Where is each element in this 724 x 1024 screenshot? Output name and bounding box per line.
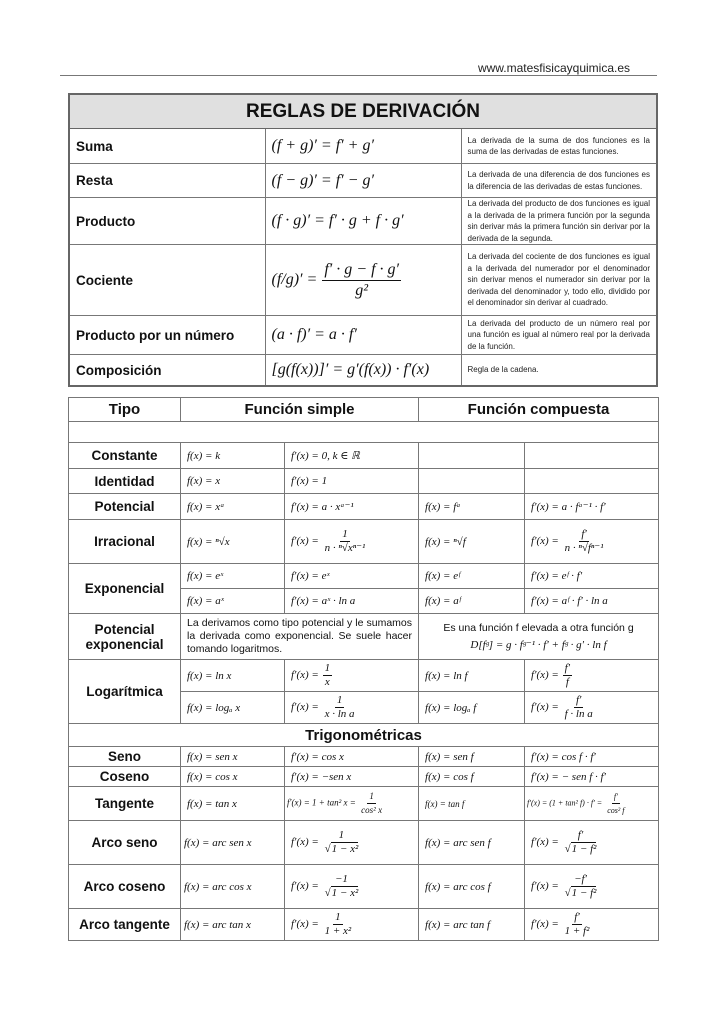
formula-lhs: f′(x) = — [531, 669, 559, 682]
rule-formula: (f − g)′ = f′ − g′ — [265, 164, 461, 198]
rules-table — [68, 93, 658, 387]
formula-lhs: f′(x) = — [291, 669, 319, 682]
composite-function: f(x) = tan f — [419, 787, 525, 821]
fraction-numerator: f′ — [581, 528, 587, 540]
fraction-numerator: −f′ — [574, 873, 587, 885]
sqrt-radicand: 1 − f² — [571, 843, 597, 855]
simple-derivative: f′(x) = aˣ · ln a — [285, 589, 419, 614]
rule-row-producto-numero — [69, 316, 657, 355]
simple-derivative — [285, 909, 419, 941]
row-seno — [69, 747, 659, 767]
composite-function: f(x) = ⁿ√f — [419, 520, 525, 564]
row-logaritmica-ln — [69, 660, 659, 692]
rule-row-composicion — [69, 355, 657, 387]
rule-formula: (f + g)′ = f′ + g′ — [265, 129, 461, 164]
formula-lhs: f′(x) = — [531, 918, 559, 931]
fraction-denominator: n · ⁿ√fⁿ⁻¹ — [564, 542, 604, 554]
row-identidad — [69, 469, 659, 494]
rule-name: Resta — [69, 164, 265, 198]
composite-function: f(x) = arc tan f — [419, 909, 525, 941]
fraction-numerator: −1 — [334, 873, 348, 885]
composite-derivative: f′(x) = − sen f · f′ — [525, 767, 659, 787]
fraction-denominator: √1 − x² — [324, 887, 359, 899]
formula-lhs: f′(x) = — [531, 535, 559, 548]
fraction-denominator: 1 + f² — [564, 925, 590, 937]
row-trig-section — [69, 724, 659, 747]
composite-derivative — [525, 821, 659, 865]
formula-lhs: f′(x) = — [531, 836, 559, 849]
composite-function: f(x) = sen f — [419, 747, 525, 767]
formula-lhs: f′(x) = — [291, 880, 319, 893]
tipo-label: Potencial exponencial — [69, 614, 181, 660]
tipo-label: Exponencial — [69, 564, 181, 614]
fraction-numerator: f′ — [577, 829, 584, 841]
simple-function: f(x) = aˣ — [181, 589, 285, 614]
formula-lhs: f′(x) = (1 + tan² f) · f′ = — [527, 798, 603, 808]
fraction-denominator: n · ⁿ√xⁿ⁻¹ — [324, 542, 366, 554]
tipo-label: Coseno — [69, 767, 181, 787]
simple-function: f(x) = logₐ x — [181, 692, 285, 724]
composite-function: f(x) = fᵃ — [419, 494, 525, 520]
composite-function: f(x) = logₐ f — [419, 692, 525, 724]
composite-note: Es una función f elevada a otra función g — [443, 622, 634, 634]
derivatives-table — [68, 397, 659, 941]
simple-function: f(x) = arc sen x — [181, 821, 285, 865]
simple-function: f(x) = ⁿ√x — [181, 520, 285, 564]
composite-function: f(x) = ln f — [419, 660, 525, 692]
section-title-trigonometricas: Trigonométricas — [69, 724, 659, 747]
simple-function: f(x) = arc tan x — [181, 909, 285, 941]
tipo-label: Arco seno — [69, 821, 181, 865]
simple-derivative — [285, 692, 419, 724]
composite-function — [419, 443, 525, 469]
fraction-denominator: x · ln a — [324, 708, 355, 720]
composite-function: f(x) = arc sen f — [419, 821, 525, 865]
rule-formula — [265, 245, 461, 316]
fraction-numerator: 1 — [342, 528, 348, 540]
rule-formula: [g(f(x))]′ = g′(f(x)) · f′(x) — [265, 355, 461, 387]
simple-derivative — [285, 865, 419, 909]
rule-description: La derivada del producto de un número real por una función es igual al número real por la derivada de la función. — [461, 316, 657, 355]
composite-derivative — [525, 865, 659, 909]
tipo-label: Irracional — [69, 520, 181, 564]
composite-derivative — [525, 692, 659, 724]
formula-lhs: f′(x) = — [291, 918, 319, 931]
fraction-denominator: x — [324, 676, 330, 688]
rule-description: La derivada de una diferencia de dos funciones es la diferencia de las derivadas de estas funciones. — [461, 164, 657, 198]
simple-function: f(x) = x — [181, 469, 285, 494]
rule-row-cociente — [69, 245, 657, 316]
composite-function — [419, 469, 525, 494]
fraction-numerator: f′ — [564, 662, 571, 674]
rule-name: Producto por un número — [69, 316, 265, 355]
website-url: www.matesfisicayquimica.es — [477, 61, 630, 75]
fraction-numerator: 1 — [336, 694, 343, 706]
composite-derivative: f′(x) = eᶠ · f′ — [525, 564, 659, 589]
row-irracional — [69, 520, 659, 564]
composite-formula: D[fᵍ] = g · fᵍ⁻¹ · f′ + fᵍ · g′ · ln f — [470, 639, 607, 651]
simple-derivative: f′(x) = −sen x — [285, 767, 419, 787]
fraction — [323, 911, 354, 938]
simple-note: La derivamos como tipo potencial y le sumamos la derivada como exponencial. Se suele hacer tomando logaritmos. — [181, 614, 419, 660]
tipo-label: Constante — [69, 443, 181, 469]
composite-derivative — [525, 660, 659, 692]
fraction-numerator: 1 — [324, 662, 331, 674]
sqrt-radicand: 1 − x² — [331, 843, 359, 855]
fraction — [323, 829, 361, 856]
composite-function: f(x) = arc cos f — [419, 865, 525, 909]
row-constante — [69, 443, 659, 469]
fraction-denominator: cos² f — [607, 806, 625, 815]
simple-function: f(x) = tan x — [181, 787, 285, 821]
rule-description: La derivada de la suma de dos funciones es la suma de las derivadas de estas funciones. — [461, 129, 657, 164]
simple-derivative — [285, 660, 419, 692]
composite-function: f(x) = eᶠ — [419, 564, 525, 589]
simple-derivative: f′(x) = 1 — [285, 469, 419, 494]
simple-function: f(x) = cos x — [181, 767, 285, 787]
formula-lhs: (f/g)′ = — [271, 270, 318, 288]
rule-name: Suma — [69, 129, 265, 164]
fraction-numerator: f′ — [575, 694, 582, 706]
rule-row-resta — [69, 164, 657, 198]
rules-table-title: REGLAS DE DERIVACIÓN — [69, 94, 657, 129]
rule-description: La derivada del cociente de dos funciones es igual a la derivada del numerador por el denominador sin derivar menos el numerador sin derivar por la derivada del denominador y, todo ello, dividido por el denominador sin derivar al cuadrado. — [461, 245, 657, 316]
empty-cell — [69, 422, 659, 443]
row-arco-seno — [69, 821, 659, 865]
tipo-label: Tangente — [69, 787, 181, 821]
fraction — [563, 829, 599, 856]
tipo-label: Arco coseno — [69, 865, 181, 909]
rule-formula: (a · f)′ = a · f′ — [265, 316, 461, 355]
fraction-numerator: f′ — [612, 790, 620, 804]
formula-lhs: f′(x) = — [291, 836, 319, 849]
rule-formula: (f · g)′ = f′ · g + f · g′ — [265, 198, 461, 245]
tipo-label: Logarítmica — [69, 660, 181, 724]
fraction-numerator: 1 — [335, 911, 341, 923]
formula-lhs: f′(x) = 1 + tan² x = — [287, 797, 356, 808]
rule-name: Composición — [69, 355, 265, 387]
simple-derivative — [285, 787, 419, 821]
simple-derivative: f′(x) = cos x — [285, 747, 419, 767]
fraction — [563, 528, 606, 555]
formula-lhs: f′(x) = — [291, 701, 319, 714]
fraction — [563, 694, 595, 721]
tipo-label: Arco tangente — [69, 909, 181, 941]
fraction — [323, 873, 361, 900]
simple-function: f(x) = sen x — [181, 747, 285, 767]
rule-description: Regla de la cadena. — [461, 355, 657, 387]
composite-derivative: f′(x) = a · fᵃ⁻¹ · f′ — [525, 494, 659, 520]
spacer-row — [69, 422, 659, 443]
fraction — [322, 260, 401, 301]
simple-derivative: f′(x) = 0, k ∈ ℝ — [285, 443, 419, 469]
row-potencial-exponencial — [69, 614, 659, 660]
fraction — [605, 790, 626, 817]
rule-name: Cociente — [69, 245, 265, 316]
simple-function: f(x) = k — [181, 443, 285, 469]
header-tipo: Tipo — [69, 398, 181, 422]
composite-function: f(x) = cos f — [419, 767, 525, 787]
simple-function: f(x) = xᵃ — [181, 494, 285, 520]
row-arco-tangente — [69, 909, 659, 941]
composite-function: f(x) = aᶠ — [419, 589, 525, 614]
formula-lhs: f′(x) = — [531, 880, 559, 893]
fraction-denominator: g² — [355, 281, 369, 299]
fraction — [563, 873, 599, 900]
fraction — [359, 790, 384, 817]
tipo-label: Seno — [69, 747, 181, 767]
simple-function: f(x) = arc cos x — [181, 865, 285, 909]
fraction — [323, 528, 368, 555]
fraction — [563, 911, 592, 938]
composite-derivative: f′(x) = aᶠ · f′ · ln a — [525, 589, 659, 614]
rule-name: Producto — [69, 198, 265, 245]
fraction-denominator: √1 − f² — [564, 843, 597, 855]
tipo-label: Identidad — [69, 469, 181, 494]
composite-derivative — [525, 909, 659, 941]
simple-derivative: f′(x) = eˣ — [285, 564, 419, 589]
simple-derivative: f′(x) = a · xᵃ⁻¹ — [285, 494, 419, 520]
sqrt-radicand: 1 − f² — [571, 887, 597, 899]
fraction — [323, 694, 357, 721]
fraction — [563, 662, 572, 689]
composite-derivative — [525, 469, 659, 494]
derivatives-header-row — [69, 398, 659, 422]
fraction-denominator: cos² x — [361, 805, 383, 815]
row-exponencial-e — [69, 564, 659, 589]
fraction-denominator: f — [565, 676, 569, 688]
rule-row-suma — [69, 129, 657, 164]
header-funcion-simple: Función simple — [181, 398, 419, 422]
composite-note-cell — [419, 614, 659, 660]
formula-lhs: f′(x) = — [531, 701, 559, 714]
composite-derivative — [525, 520, 659, 564]
row-coseno — [69, 767, 659, 787]
fraction — [323, 662, 333, 689]
sqrt-radicand: 1 − x² — [331, 887, 359, 899]
fraction-numerator: 1 — [338, 829, 345, 841]
fraction-denominator: √1 − x² — [324, 843, 359, 855]
row-arco-coseno — [69, 865, 659, 909]
fraction-numerator: 1 — [367, 790, 376, 804]
row-tangente — [69, 787, 659, 821]
fraction-numerator: f′ — [574, 911, 580, 923]
fraction-denominator: √1 − f² — [564, 887, 597, 899]
formula-lhs: f′(x) = — [291, 535, 319, 548]
rule-row-producto — [69, 198, 657, 245]
simple-derivative — [285, 520, 419, 564]
simple-function: f(x) = eˣ — [181, 564, 285, 589]
simple-derivative — [285, 821, 419, 865]
fraction-denominator: f · ln a — [564, 708, 593, 720]
fraction-numerator: f′ · g − f · g′ — [322, 260, 401, 281]
composite-derivative: f′(x) = cos f · f′ — [525, 747, 659, 767]
fraction-denominator: 1 + x² — [324, 925, 352, 937]
rule-description: La derivada del producto de dos funciones es igual a la derivada de la primera función por la segunda sin derivar más la primera función sin derivar por la derivada de la segunda. — [461, 198, 657, 245]
tipo-label: Potencial — [69, 494, 181, 520]
header-divider — [60, 75, 657, 76]
simple-function: f(x) = ln x — [181, 660, 285, 692]
row-potencial — [69, 494, 659, 520]
composite-derivative — [525, 443, 659, 469]
header-funcion-compuesta: Función compuesta — [419, 398, 659, 422]
composite-derivative — [525, 787, 659, 821]
